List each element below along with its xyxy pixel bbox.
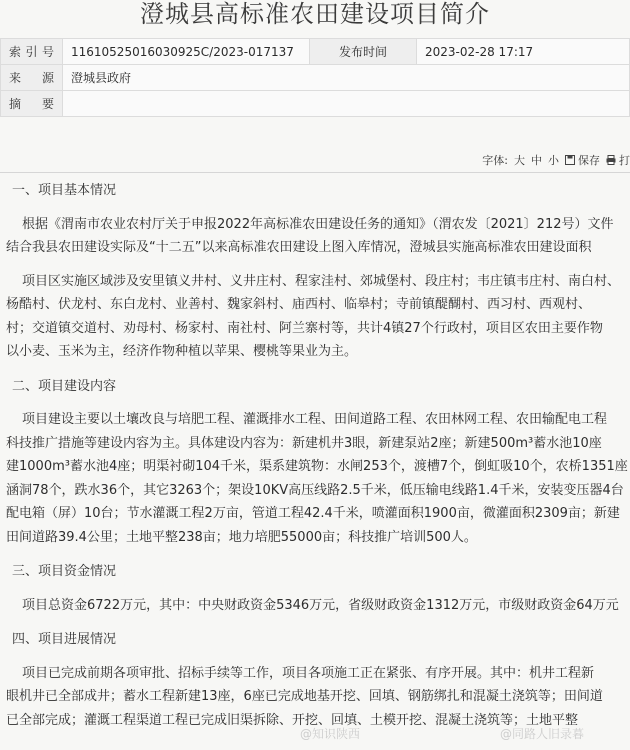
font-small-button[interactable]: 小 [548, 154, 559, 167]
body-line: 建1000m³蓄水池4座；明渠衬砌104千米，渠系建筑物：水闸253个，渡槽7个，倒虹吸10个，农桥1351座 [6, 459, 628, 474]
body-line: 已全部完成；灌溉工程渠道工程已完成旧渠拆除、开挖、回填、土模开挖、混凝土浇筑等；土地平整 [6, 712, 579, 728]
body-line: 项目区实施区域涉及安里镇义井村、义井庄村、程家洼村、郊城堡村、段庄村；韦庄镇韦庄村、南白村、 [22, 273, 621, 289]
body-line: 眼机井已全部成井；蓄水工程新建13座，6座已完成地基开挖、回填、钢筋绑扎和混凝土浇筑等；田间道 [6, 689, 603, 704]
font-medium-button[interactable]: 中 [531, 154, 542, 167]
page-title: 澄城县高标准农田建设项目简介 [140, 0, 490, 28]
article-body [6, 178, 630, 732]
font-size-label: 字体: [482, 154, 508, 167]
source-value: 澄城县政府 [63, 65, 630, 91]
body-line: 结合我县农田建设实际及“十二五”以来高标准农田建设上图入库情况，澄城县实施高标准农田建设面积 [6, 240, 592, 255]
print-icon [606, 155, 616, 165]
save-button[interactable] [565, 152, 600, 168]
meta-table [0, 38, 630, 117]
body-line: 配电箱（屏）10台；节水灌溉工程2万亩，管道工程42.4千米，喷灌面积1900亩，微灌面积2309亩；新建 [6, 506, 620, 521]
body-line: 科技推广措施等建设内容为主。具体建设内容为：新建机井3眼，新建泵站2座；新建500m³蓄水池10座 [6, 435, 602, 451]
index-value: 11610525016030925C/2023-017137 [63, 39, 310, 65]
print-label: 打 [619, 154, 630, 167]
body-line: 项目已完成前期各项审批、招标手续等工作，项目各项施工正在紧张、有序开展。其中：机井工程新 [22, 665, 595, 681]
font-large-button[interactable]: 大 [514, 154, 525, 167]
body-line: 根据《渭南市农业农村厅关于申报2022年高标准农田建设任务的通知》（渭农发〔2021〕212号）文件 [22, 216, 614, 232]
save-icon [565, 155, 575, 165]
body-line: 项目总资金6722万元，其中：中央财政资金5346万元，省级财政资金1312万元，市级财政资金64万元 [22, 597, 619, 613]
print-button[interactable] [606, 152, 630, 168]
source-label: 来 源 [1, 65, 63, 91]
body-line: 涵洞78个，跌水36个，其它3263个；架设10KV高压线路2.5千米，低压输电线路1.4千米，安装变压器4台 [6, 482, 624, 498]
publish-time-label: 发布时间 [310, 39, 417, 65]
section-heading: 三、项目资金情况 [12, 564, 117, 579]
divider [0, 172, 630, 173]
watermark-left: @知识陕西 [300, 727, 361, 741]
section-heading: 四、项目进展情况 [12, 632, 117, 647]
index-label: 索 引 号 [1, 39, 63, 65]
watermark-right: @同路人旧录暮 [500, 727, 585, 741]
body-line: 杨酷村、伏龙村、东白龙村、业善村、魏家斜村、庙西村、临皋村；寺前镇醍醐村、西习村、西观村、 [6, 297, 592, 312]
body-line: 村；交道镇交道村、劝母村、杨家村、南社村、阿兰寨村等，共计4镇27个行政村，项目区农田主要作物 [6, 320, 603, 336]
abstract-label: 摘 要 [1, 91, 63, 117]
save-label: 保存 [578, 154, 600, 167]
article-toolbar [482, 152, 630, 168]
abstract-value [63, 91, 630, 117]
body-line: 以小麦、玉米为主，经济作物种植以苹果、樱桃等果业为主。 [6, 344, 358, 359]
body-line: 项目建设主要以土壤改良与培肥工程、灌溉排水工程、田间道路工程、农田林网工程、农田输配电工程 [22, 412, 608, 427]
section-heading: 二、项目建设内容 [12, 378, 117, 394]
publish-time-value: 2023-02-28 17:17 [417, 39, 630, 65]
body-line: 田间道路39.4公里；土地平整238亩；地力培肥55000亩；科技推广培训500人。 [6, 529, 477, 545]
section-heading: 一、项目基本情况 [12, 183, 117, 198]
